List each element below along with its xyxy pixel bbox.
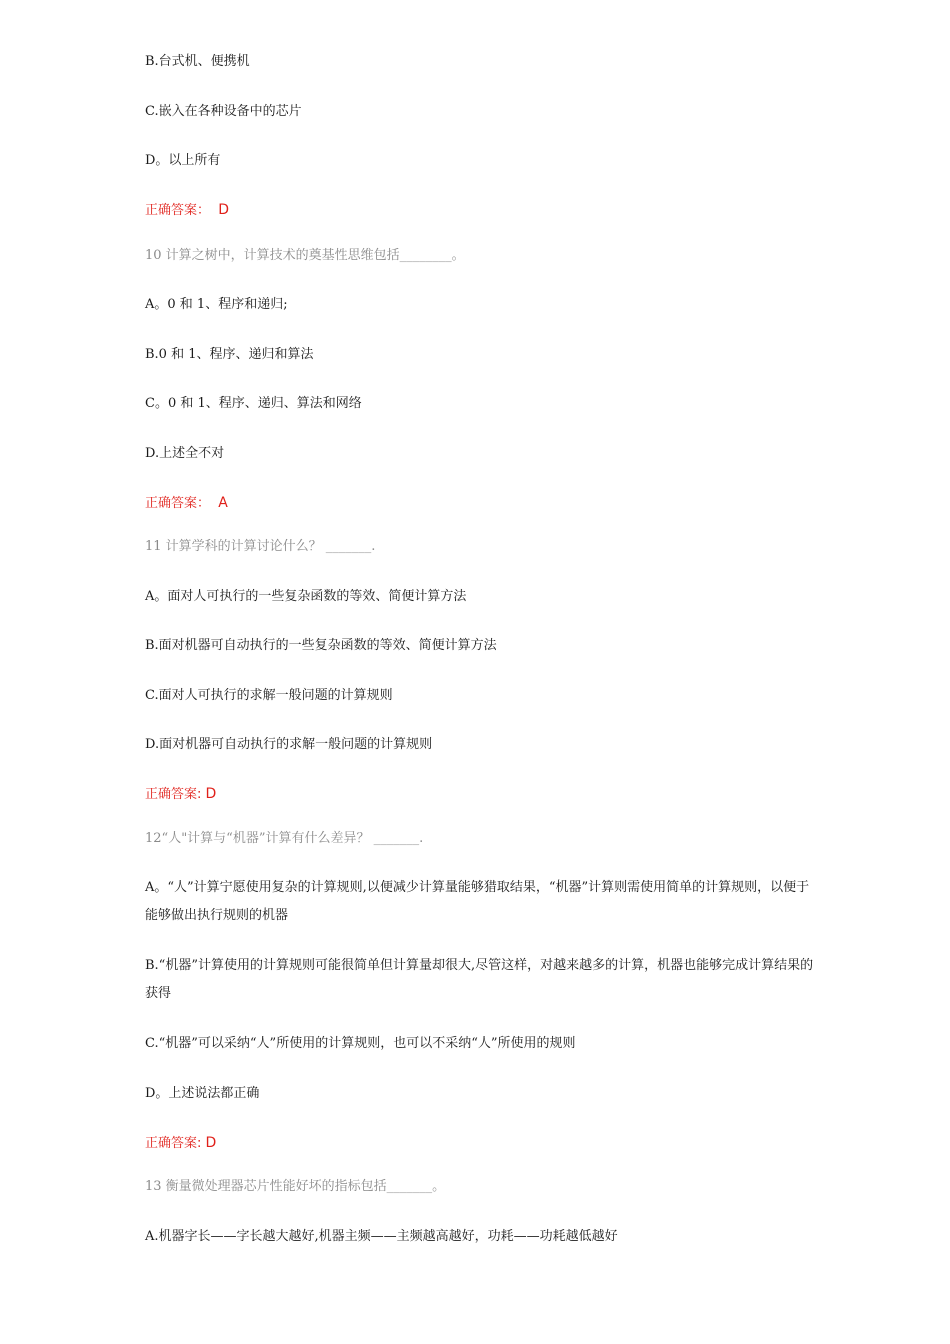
answer-value: D [218,202,230,218]
option-a: A。0 和 1、程序和递归; [145,297,288,312]
answer-value: D [205,786,217,802]
answer-value: A [218,495,228,511]
answer-line [145,1129,815,1158]
answer-label: 正确答案: [145,787,202,802]
answer-line [145,780,815,809]
option-d: D。上述说法都正确 [145,1086,260,1101]
question-12: 12“人"计算与“机器”计算有什么差异？ _______. [145,831,424,846]
answer-value: D [205,1135,217,1151]
option-b: B.0 和 1、程序、递归和算法 [145,347,314,362]
option-c: C.嵌入在各种设备中的芯片 [145,104,302,119]
answer-label: 正确答案： [145,203,211,218]
option-d: D.面对机器可自动执行的求解一般问题的计算规则 [145,737,433,752]
answer-label: 正确答案： [145,496,211,511]
option-b: B.面对机器可自动执行的一些复杂函数的等效、简便计算方法 [145,638,497,653]
option-d: D.上述全不对 [145,446,225,461]
question-11: 11 计算学科的计算讨论什么？ _______. [145,539,376,554]
option-a: A。面对人可执行的一些复杂函数的等效、简便计算方法 [145,589,467,604]
option-a: A。“人”计算宁愿使用复杂的计算规则,以便减少计算量能够猎取结果，“机器”计算则需使用简单的计算规则，以便于能够做出执行规则的机器 [145,880,810,923]
answer-line [145,196,815,225]
question-10: 10 计算之树中，计算技术的奠基性思维包括________。 [145,248,465,263]
option-b: B.台式机、便携机 [145,54,250,69]
option-c: C.“机器”可以采纳“人”所使用的计算规则，也可以不采纳“人”所使用的规则 [145,1036,576,1051]
question-13: 13 衡量微处理器芯片性能好坏的指标包括_______。 [145,1179,446,1194]
option-c: C.面对人可执行的求解一般问题的计算规则 [145,688,393,703]
option-c: C。0 和 1、程序、递归、算法和网络 [145,396,362,411]
option-d: D。以上所有 [145,153,221,168]
option-b: B.“机器”计算使用的计算规则可能很简单但计算量却很大,尽管这样，对越来越多的计算，机器也能够完成计算结果的获得 [145,958,814,1001]
answer-line [145,489,815,518]
option-a: A.机器字长——字长越大越好,机器主频——主频越高越好，功耗——功耗越低越好 [145,1229,618,1244]
answer-label: 正确答案: [145,1136,202,1151]
